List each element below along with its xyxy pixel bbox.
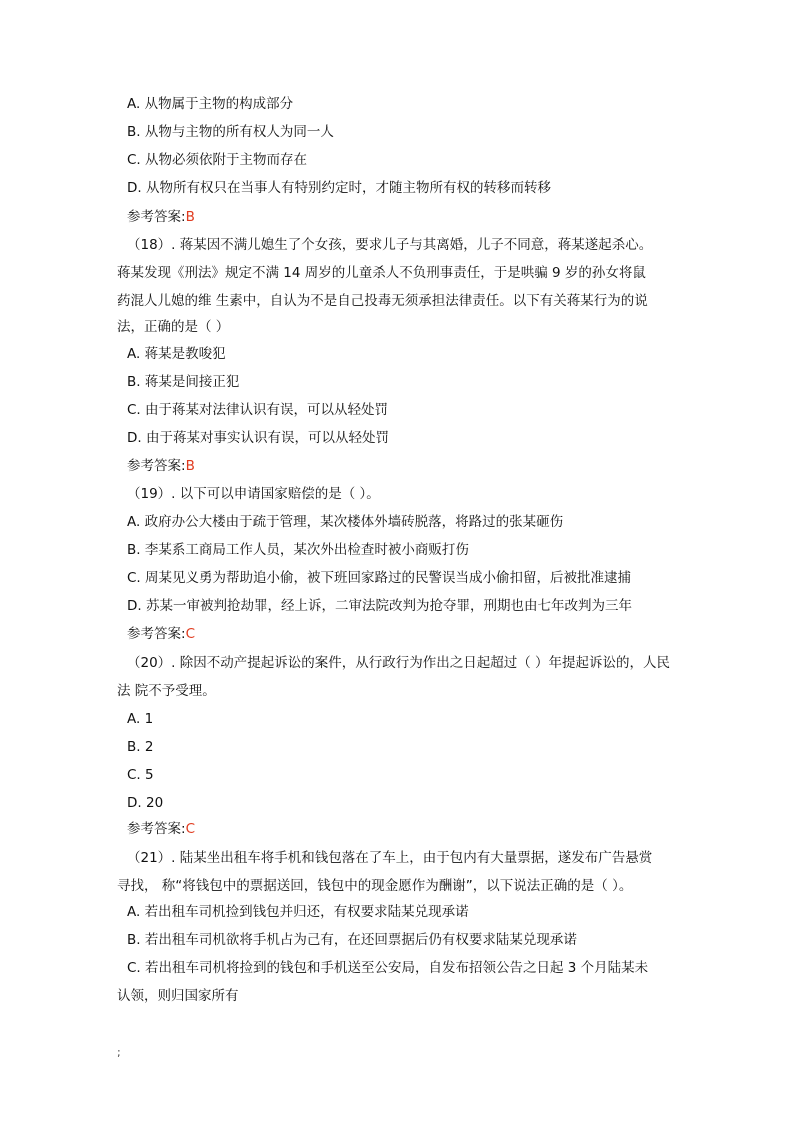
option-b: B. 李某系工商局工作人员，某次外出检查时被小商贩打伤 bbox=[127, 542, 469, 558]
footer-mark: ; bbox=[117, 1046, 121, 1059]
answer-label: 参考答案: bbox=[127, 458, 186, 474]
option-b: B. 蒋某是间接正犯 bbox=[127, 374, 240, 390]
answer-line bbox=[127, 457, 195, 475]
answer-value: C bbox=[185, 821, 195, 837]
answer-value: B bbox=[185, 209, 195, 225]
option-a: A. 蒋某是教唆犯 bbox=[127, 346, 226, 362]
question-18-line-2: 蒋某发现《刑法》规定不满 14 周岁的儿童杀人不负刑事责任，于是哄骗 9 岁的孙女将鼠 bbox=[117, 265, 646, 281]
question-18-line-3: 药混人儿媳的维 生素中，自认为不是自己投毒无须承担法律责任。以下有关蒋某行为的说 bbox=[117, 293, 648, 309]
option-c: C. 5 bbox=[127, 767, 154, 783]
option-c: C. 由于蒋某对法律认识有误，可以从轻处罚 bbox=[127, 402, 389, 418]
option-b: B. 2 bbox=[127, 739, 154, 755]
answer-value: C bbox=[185, 626, 195, 642]
option-a: A. 1 bbox=[127, 711, 154, 727]
answer-line bbox=[127, 820, 195, 838]
question-21-line-2: 寻找， 称“将钱包中的票据送回，钱包中的现金愿作为酬谢”，以下说法正确的是（ ）。 bbox=[117, 878, 633, 894]
option-d: D. 由于蒋某对事实认识有误，可以从轻处罚 bbox=[127, 430, 389, 446]
option-d: D. 苏某一审被判抢劫罪，经上诉，二审法院改判为抢夺罪，刑期也由七年改判为三年 bbox=[127, 598, 632, 614]
answer-line bbox=[127, 208, 195, 226]
option-b: B. 若出租车司机欲将手机占为己有，在还回票据后仍有权要求陆某兑现承诺 bbox=[127, 932, 577, 948]
question-19-line-1: （19）. 以下可以申请国家赔偿的是（ ）。 bbox=[127, 486, 380, 502]
question-18-line-4: 法，正确的是（ ） bbox=[117, 319, 230, 335]
option-c: C. 从物必须依附于主物而存在 bbox=[127, 152, 308, 168]
question-21-line-1: （21）. 陆某坐出租车将手机和钱包落在了车上，由于包内有大量票据，遂发布广告悬赏 bbox=[127, 850, 653, 866]
answer-label: 参考答案: bbox=[127, 209, 186, 225]
answer-label: 参考答案: bbox=[127, 821, 186, 837]
question-20-line-1: （20）. 除因不动产提起诉讼的案件，从行政行为作出之日起超过（ ）年提起诉讼的，人民 bbox=[127, 655, 671, 671]
question-18-line-1: （18）. 蒋某因不满儿媳生了个女孩，要求儿子与其离婚，儿子不同意，蒋某遂起杀心。 bbox=[127, 237, 653, 253]
answer-label: 参考答案: bbox=[127, 626, 186, 642]
option-b: B. 从物与主物的所有权人为同一人 bbox=[127, 124, 334, 140]
answer-value: B bbox=[185, 458, 195, 474]
question-20-line-2: 法 院不予受理。 bbox=[117, 683, 216, 699]
option-a: A. 政府办公大楼由于疏于管理，某次楼体外墙砖脱落，将路过的张某砸伤 bbox=[127, 514, 564, 530]
option-c-continuation: 认领，则归国家所有 bbox=[117, 988, 239, 1004]
option-d: D. 20 bbox=[127, 795, 164, 811]
option-d: D. 从物所有权只在当事人有特别约定时，才随主物所有权的转移而转移 bbox=[127, 180, 551, 196]
option-a: A. 若出租车司机捡到钱包并归还，有权要求陆某兑现承诺 bbox=[127, 904, 469, 920]
option-c: C. 周某见义勇为帮助追小偷，被下班回家路过的民警误当成小偷扣留，后被批准逮捕 bbox=[127, 570, 632, 586]
option-c: C. 若出租车司机将捡到的钱包和手机送至公安局，自发布招领公告之日起 3 个月陆某未 bbox=[127, 960, 649, 976]
answer-line bbox=[127, 625, 195, 643]
option-a: A. 从物属于主物的构成部分 bbox=[127, 96, 294, 112]
